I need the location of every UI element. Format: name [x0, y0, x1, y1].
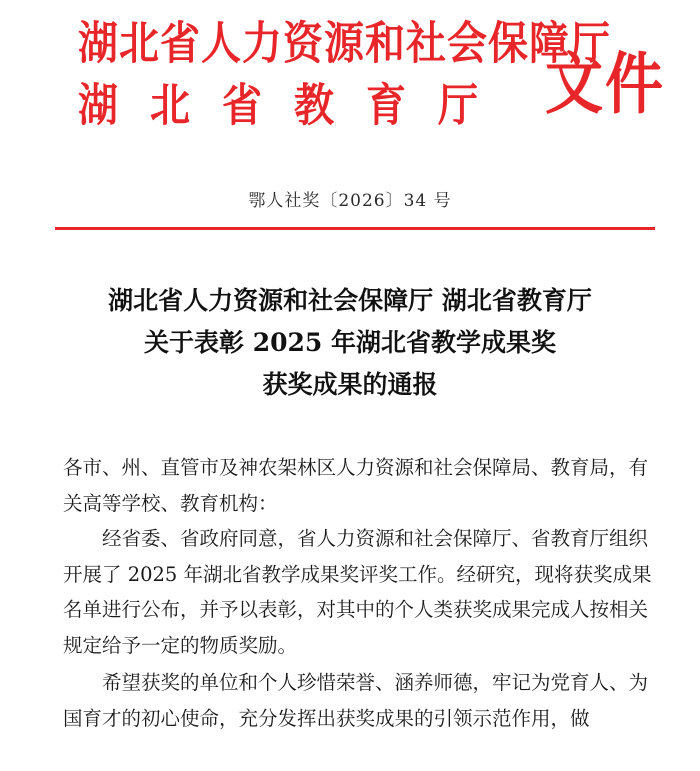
- title-line-1: 湖北省人力资源和社会保障厅 湖北省教育厅: [108, 286, 592, 315]
- red-divider-line: [55, 227, 655, 230]
- addressee-paragraph: 各市、州、直管市及神农架林区人力资源和社会保障局、教育局，有关高等学校、教育机构：: [63, 456, 649, 515]
- document-letterhead: [0, 0, 700, 150]
- document-type-label: 文件: [545, 44, 666, 124]
- title-line-2: 关于表彰 2025 年湖北省教学成果奖: [144, 328, 556, 357]
- document-title: [0, 280, 700, 406]
- title-line-3: 获奖成果的通报: [262, 370, 438, 399]
- body-paragraph-1: 经省委、省政府同意，省人力资源和社会保障厅、省教育厅组织开展了 2025 年湖北省教学成果奖评奖工作。经研究，现将获奖成果名单进行公布，并予以表彰，对其中的个人类获奖成果完成人按相关规定给予一定的物质奖励。: [63, 527, 652, 657]
- body-paragraph-2: 希望获奖的单位和个人珍惜荣誉、涵养师德，牢记为党育人、为国育才的初心使命，充分发挥出获奖成果的引领示范作用，做: [63, 671, 649, 730]
- issuer-name-hr: 湖北省人力资源和社会保障厅: [78, 18, 611, 70]
- document-number: 鄂人社奖〔2026〕34 号: [248, 191, 452, 211]
- issuer-name-education: 湖北省教育厅: [78, 80, 510, 132]
- document-body: [63, 450, 663, 736]
